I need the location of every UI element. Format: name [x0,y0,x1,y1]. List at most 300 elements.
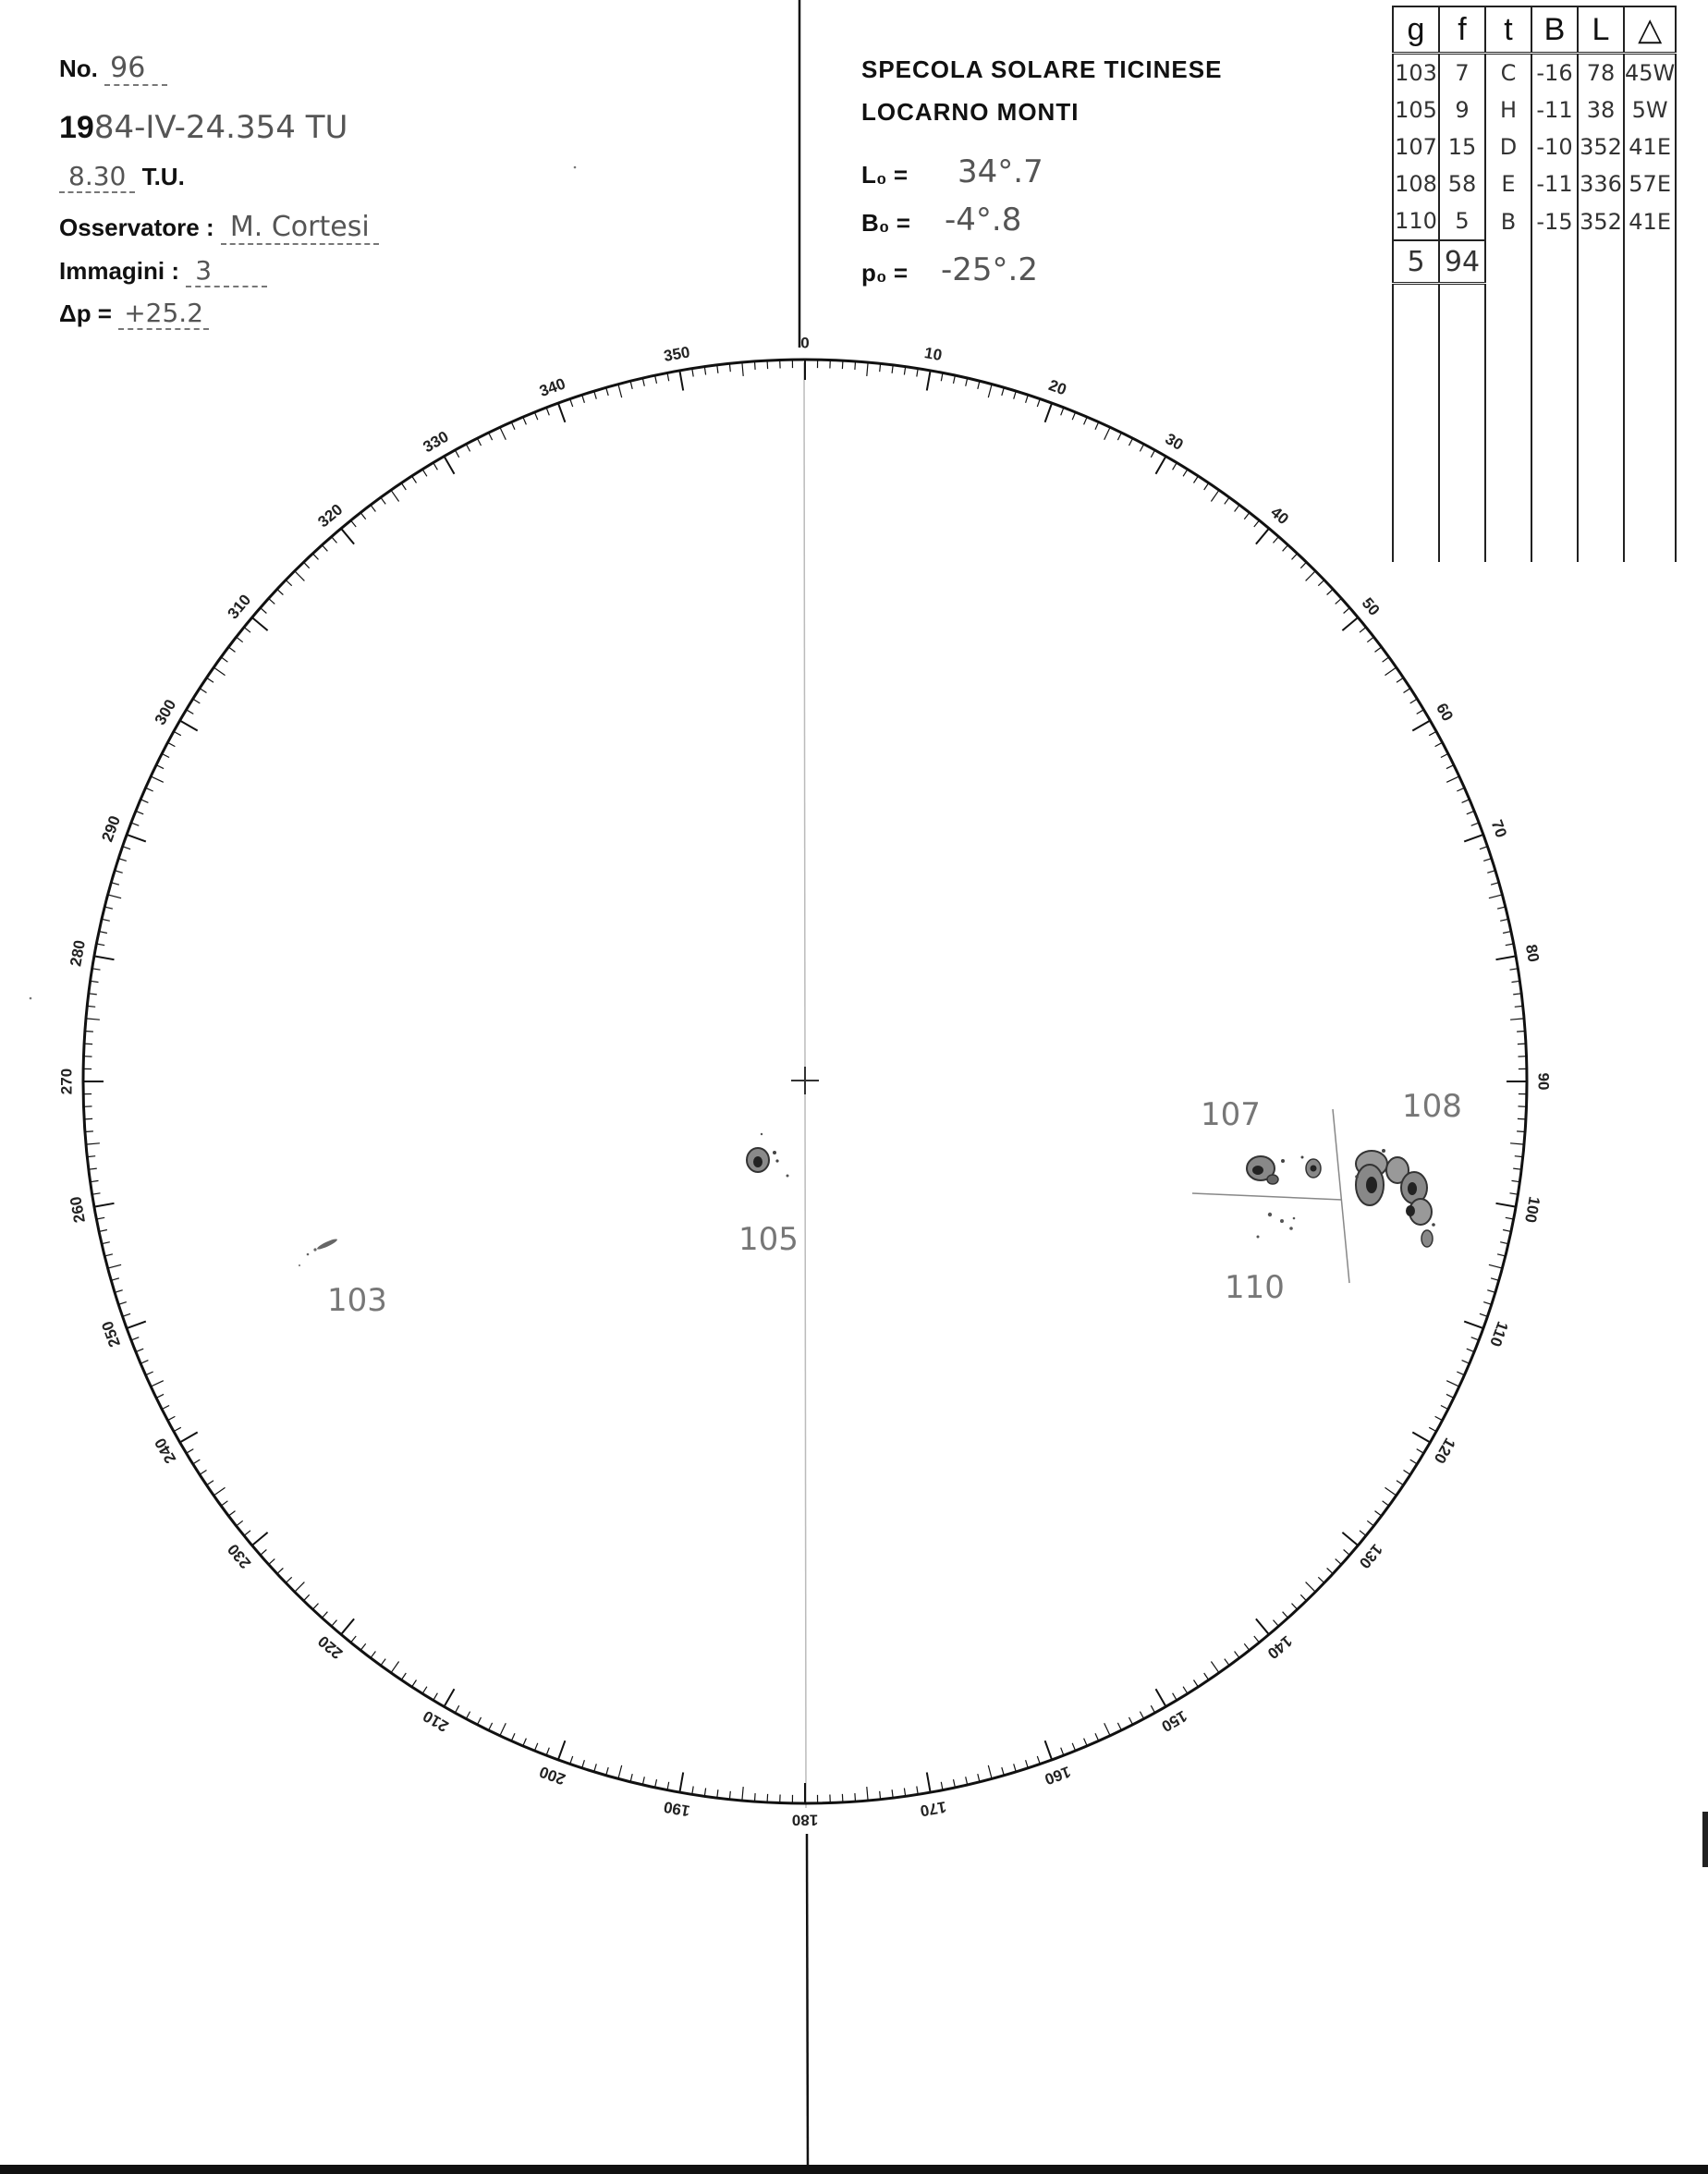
limb-tick [167,742,175,746]
col-header-l: L [1578,6,1624,54]
limb-tick [118,1302,127,1305]
limb-tick [193,699,201,703]
limb-tick-label: 20 [1046,376,1069,399]
group-label-103: 103 [327,1282,387,1319]
param-l0-label: L₀ = [861,161,909,189]
limb-tick [1292,554,1298,560]
limb-tick [228,1511,235,1516]
group-label-108: 108 [1402,1088,1462,1125]
limb-tick [1471,1337,1479,1340]
limb-tick [1441,753,1448,757]
limb-tick [1002,387,1005,396]
limb-tick-label: 170 [919,1798,948,1820]
limb-tick-label: 270 [57,1068,76,1095]
limb-tick [500,427,506,440]
limb-tick [558,403,566,422]
limb-tick [214,1487,225,1496]
limb-tick [1360,1531,1366,1536]
limb-tick [1344,608,1350,614]
limb-tick [174,1427,181,1431]
limb-tick [1211,1662,1219,1673]
limb-tick [86,1019,100,1020]
limb-tick [252,1533,268,1545]
limb-tick [221,657,227,662]
limb-tick [511,422,515,430]
cell-delta: 57E [1624,165,1676,202]
limb-tick [84,1118,92,1119]
limb-tick [1510,1019,1524,1020]
limb-tick [1342,1533,1358,1545]
limb-tick [1489,895,1503,898]
cell-g: 108 [1393,165,1439,202]
limb-tick [261,1550,267,1556]
limb-tick [1274,537,1279,544]
limb-tick [767,360,768,369]
limb-tick [1471,823,1479,825]
limb-tick [127,1322,146,1329]
limb-tick-label: 240 [151,1435,180,1467]
limb-tick [1095,1733,1099,1740]
limb-tick [978,1774,980,1782]
limb-tick [96,1217,104,1219]
limb-tick [1491,883,1499,885]
limb-tick-label: 310 [224,591,255,623]
limb-tick [1204,1673,1209,1680]
limb-tick [1204,483,1209,491]
limb-tick [1480,1313,1488,1316]
limb-tick [1510,1143,1524,1144]
limb-tick [655,375,657,384]
col-header-t: t [1485,6,1531,54]
limb-tick [104,907,113,909]
scan-bottom-border [0,2165,1708,2174]
col-header-f: f [1439,6,1485,54]
limb-tick [1360,628,1366,633]
limb-tick [151,1381,164,1386]
time-unit: T.U. [141,163,185,190]
limb-tick [1412,1433,1430,1443]
limb-tick [630,1774,632,1782]
limb-tick-label: 0 [800,334,810,352]
limb-tick [244,1531,250,1536]
limb-tick [104,1254,113,1256]
limb-tick [277,589,284,594]
limb-tick [466,444,470,451]
cell-f: 7 [1439,54,1485,92]
limb-tick [1441,1406,1448,1410]
limb-tick [1072,412,1075,420]
limb-tick [162,1406,169,1410]
limb-tick [118,859,127,861]
limb-tick [187,710,194,714]
limb-tick [127,835,146,842]
limb-tick [1318,1577,1324,1582]
limb-tick [1151,450,1154,458]
limb-tick [1457,1372,1464,1375]
limb-tick [200,689,207,693]
limb-tick [244,628,250,633]
observatory-line1: SPECOLA SOLARE TICINESE [861,55,1223,83]
limb-tick [1435,742,1443,746]
limb-tick [86,1143,100,1144]
limb-tick [511,1733,515,1740]
limb-tick [1435,1416,1443,1420]
limb-tick [162,753,169,757]
limb-tick [1084,417,1088,424]
param-p0-value: -25°.2 [941,251,1038,288]
images-label: Immagini : [59,257,180,285]
limb-tick [1503,932,1511,934]
limb-tick [237,637,243,642]
limb-tick [1283,1612,1288,1618]
limb-tick-label: 40 [1267,503,1292,529]
limb-tick [1487,871,1495,873]
limb-tick [151,776,164,782]
limb-tick [1487,1290,1495,1293]
cell-g: 110 [1393,202,1439,240]
limb-tick [286,580,292,586]
limb-tick [1496,956,1517,959]
date-prefix: 19 [59,110,94,145]
limb-tick [322,1612,327,1618]
limb-tick [351,520,357,527]
limb-tick [193,1460,201,1464]
limb-tick-label: 320 [314,500,347,531]
limb-tick [523,1739,527,1746]
limb-tick [867,362,868,376]
limb-tick [1244,513,1250,519]
limb-tick [1464,1322,1483,1329]
limb-tick [228,647,235,652]
limb-tick [1429,731,1436,735]
limb-tick [277,1569,284,1574]
cell-b: -11 [1531,165,1578,202]
limb-tick [332,537,337,544]
limb-tick-label: 350 [662,343,691,365]
limb-tick [1467,811,1474,813]
limb-tick [1336,1559,1342,1565]
limb-tick [371,1652,375,1658]
limb-tick [546,408,549,415]
limb-tick [445,1689,455,1706]
limb-tick [1518,1118,1526,1119]
cell-g: 107 [1393,128,1439,165]
limb-tick [207,1481,214,1485]
date-value: 84-IV-24.354 TU [93,109,348,146]
limb-tick [1410,699,1418,703]
limb-tick [351,1636,357,1643]
limb-tick [489,433,493,440]
limb-tick [1037,399,1040,408]
limb-tick [85,1131,93,1132]
cell-f: 5 [1439,202,1485,240]
limb-tick [767,1794,768,1802]
cell-b: -15 [1531,202,1578,240]
limb-tick [1014,1764,1017,1772]
limb-tick [1140,1712,1143,1719]
limb-tick [412,1680,417,1688]
limb-tick [558,1740,566,1760]
limb-tick [1045,1740,1053,1760]
limb-tick [1385,667,1397,676]
limb-tick [123,1313,131,1316]
limb-tick [1306,1582,1316,1593]
param-b0-label: B₀ = [861,209,910,237]
limb-tick [941,1782,943,1790]
limb-tick [111,883,119,885]
limb-tick [667,1782,669,1790]
limb-tick [655,1779,657,1788]
cell-t: B [1485,202,1531,240]
limb-tick [606,1767,609,1776]
limb-tick [1489,1264,1503,1268]
limb-tick [1244,1643,1250,1650]
limb-tick [1117,433,1121,440]
limb-tick [123,847,131,849]
observer-label: Osservatore : [59,214,214,241]
limb-tick [381,497,385,504]
param-b0-value: -4°.8 [945,202,1022,238]
time-value: 8.30 [59,161,135,193]
limb-tick [237,1521,243,1526]
limb-tick [755,1793,756,1801]
limb-tick [381,1659,385,1666]
limb-tick [341,1618,354,1634]
limb-tick [1344,1550,1350,1556]
cell-delta: 5W [1624,92,1676,128]
limb-tick [1383,1501,1389,1506]
limb-tick [312,554,318,560]
limb-tick [1002,1767,1005,1776]
limb-tick [156,1394,164,1398]
limb-tick [341,529,354,544]
limb-tick [401,1673,406,1680]
limb-tick-label: 280 [67,938,89,968]
limb-tick [261,608,267,614]
limb-tick [1462,1361,1470,1364]
limb-tick [1397,678,1404,682]
limb-tick-label: 80 [1521,943,1543,964]
limb-tick [286,1577,292,1582]
cell-l: 38 [1578,92,1624,128]
limb-tick [312,1604,318,1610]
limb-tick [207,678,214,682]
limb-tick [954,1779,956,1788]
limb-tick [269,1559,275,1565]
limb-tick [1410,1460,1418,1464]
limb-tick-label: 90 [1534,1072,1553,1091]
limb-tick [1140,444,1143,451]
limb-tick [412,476,417,483]
limb-tick [1367,637,1373,642]
limb-tick [136,811,143,813]
limb-tick [755,361,756,370]
delta-p-label: Δp = [59,299,112,327]
limb-tick [422,470,427,477]
limb-tick-label: 30 [1162,430,1187,454]
number-label: No. [59,55,98,82]
limb-tick [1061,408,1064,415]
limb-tick [1417,710,1424,714]
limb-tick [1194,476,1199,483]
limb-tick [1183,1687,1188,1694]
limb-tick [1483,859,1492,861]
limb-tick [131,823,139,825]
limb-tick [1385,1487,1397,1496]
limb-tick [1235,505,1239,511]
cell-b: -11 [1531,92,1578,128]
limb-tick [1254,520,1260,527]
limb-tick [477,1717,481,1725]
limb-tick [1446,1394,1454,1398]
limb-tick [988,1765,992,1779]
limb-tick [1467,1349,1474,1351]
limb-tick [1211,490,1219,501]
limb-tick [1506,944,1514,946]
limb-tick [1375,647,1382,652]
limb-tick [214,667,225,676]
scan-speck [30,997,32,1000]
limb-tick-label: 290 [98,813,124,845]
limb-tick [1254,1636,1260,1643]
col-header-b: B [1531,6,1578,54]
limb-tick [304,562,310,568]
limb-tick [1300,1594,1306,1601]
limb-tick [1497,907,1506,909]
limb-tick [1300,562,1306,568]
limb-tick [679,371,683,391]
limb-tick [455,450,458,458]
limb-tick [546,1748,549,1755]
limb-tick [1412,721,1430,731]
param-l0-value: 34°.7 [958,153,1043,190]
limb-tick [94,956,115,959]
limb-tick [94,1203,115,1207]
limb-tick-label: 110 [1486,1319,1512,1350]
limb-tick [466,1712,470,1719]
limb-tick [111,1278,119,1281]
limb-tick [842,360,843,369]
limb-tick [1194,1680,1199,1688]
limb-tick [1026,1760,1029,1768]
limb-tick [594,391,597,399]
limb-tick [630,381,632,389]
cell-l: 352 [1578,202,1624,240]
limb-tick [1129,438,1133,446]
group-label-107: 107 [1201,1096,1261,1133]
limb-tick [422,1687,427,1694]
limb-tick-label: 150 [1158,1706,1190,1736]
limb-tick [618,1765,622,1779]
limb-tick [1095,422,1099,430]
limb-tick [1336,598,1342,604]
limb-tick [1225,497,1229,504]
limb-tick [1517,1131,1525,1132]
sunspot-group-107-spots [1247,1156,1321,1185]
limb-tick [1156,457,1166,474]
cell-delta: 41E [1624,202,1676,240]
limb-tick [140,1361,148,1364]
param-p0-label: p₀ = [861,259,909,287]
cell-delta: 45W [1624,54,1676,92]
cell-t: E [1485,165,1531,202]
limb-tick [618,385,622,398]
limb-tick-label: 200 [537,1763,568,1789]
limb-tick [1235,1652,1239,1658]
limb-tick-label: 340 [537,374,568,400]
limb-tick [1306,571,1316,581]
limb-tick [534,1743,537,1751]
limb-tick-label: 50 [1358,594,1384,619]
sunspot-group-108-spots [1355,1149,1435,1247]
limb-tick [1072,1743,1075,1751]
limb-tick-label: 260 [67,1195,89,1225]
limb-tick [742,362,743,376]
observatory-line2: LOCARNO MONTI [861,98,1080,126]
limb-tick [1274,1620,1279,1627]
limb-tick [180,1433,198,1443]
limb-tick [1256,1618,1269,1634]
limb-tick [140,800,148,803]
limb-tick [1045,403,1053,422]
limb-tick [1496,1203,1517,1207]
limb-tick [1464,835,1483,842]
limb-tick [1497,1254,1506,1256]
limb-tick [1417,1449,1424,1454]
limb-tick [855,361,856,370]
observer-value: M. Cortesi [221,211,379,245]
images-value: 3 [186,255,267,287]
limb-tick [1404,689,1411,693]
group-label-110: 110 [1225,1269,1285,1306]
limb-tick [988,385,992,398]
limb-tick-label: 210 [420,1706,452,1736]
scan-speck [574,166,577,169]
limb-tick [582,1760,585,1768]
limb-tick [978,381,980,389]
limb-tick [269,598,275,604]
cell-g: 105 [1393,92,1439,128]
limb-tick [570,1756,573,1765]
cell-t: H [1485,92,1531,128]
limb-tick [1104,1723,1110,1736]
limb-tick [477,438,481,446]
total-groups: 5 [1393,240,1439,284]
limb-tick [252,617,268,630]
limb-tick [1429,1427,1436,1431]
limb-tick [1061,1748,1064,1755]
limb-tick [1037,1756,1040,1765]
limb-tick [146,1372,153,1375]
cell-b: -10 [1531,128,1578,165]
cell-t: C [1485,54,1531,92]
sunspot-group-103-spots [299,1238,338,1266]
delta-p-value: +25.2 [118,298,209,330]
limb-tick [927,1773,931,1793]
limb-tick [523,417,527,424]
cell-l: 352 [1578,128,1624,165]
limb-tick [1327,1569,1334,1574]
limb-tick-label: 180 [791,1811,819,1829]
limb-tick-label: 220 [314,1631,347,1663]
group-divider-lines [1192,1109,1349,1283]
cell-f: 15 [1439,128,1485,165]
limb-tick [180,721,198,731]
col-header-g: g [1393,6,1439,54]
limb-tick-label: 140 [1263,1631,1296,1663]
limb-tick [99,932,107,934]
limb-tick [842,1794,843,1802]
